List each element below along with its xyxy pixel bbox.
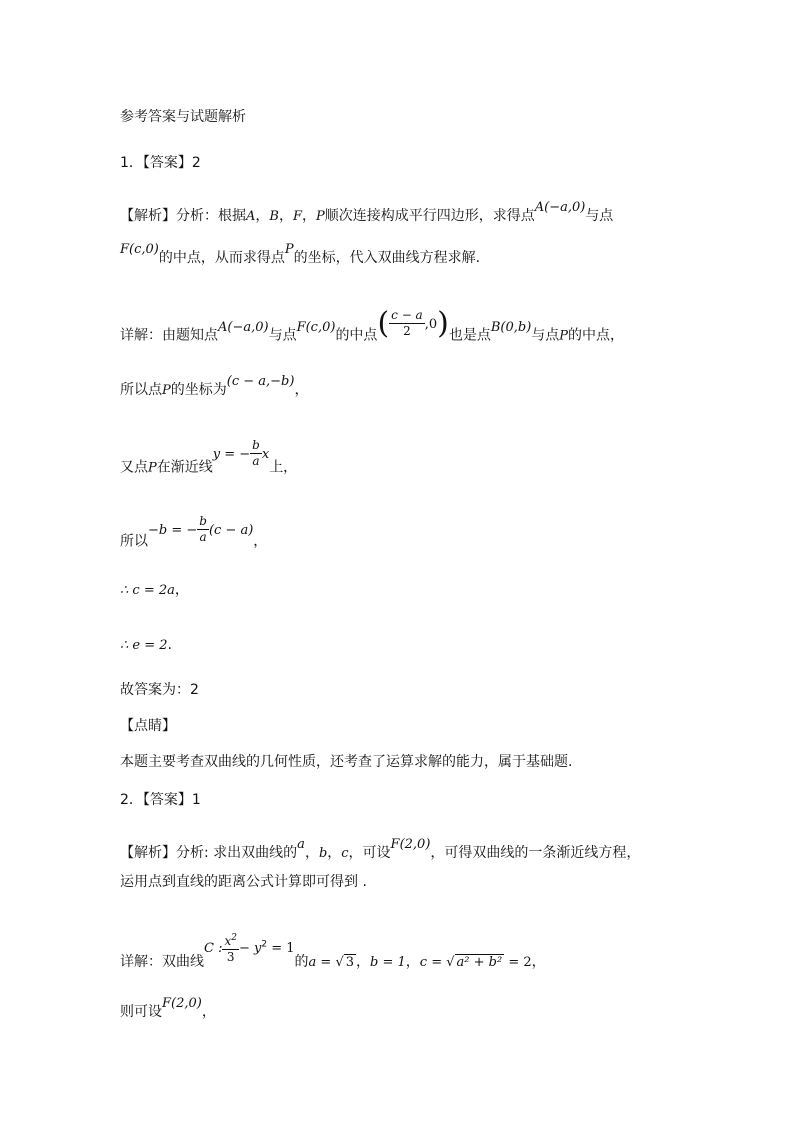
- midpoint-expression: ( $\frac{c - a}{2}$ ,0): [377, 305, 449, 341]
- q1-analysis-line2: F(c,0)的中点，从而求得点P的坐标，代入双曲线方程求解.: [120, 242, 481, 266]
- q2-detail-line: 详解：双曲线C : $\frac{x^2}{3}$ − $y^2 = 1$的a = √ 3 ，b = 1，c = √ a² + b² = 2，: [120, 933, 546, 970]
- q1-answer: 1．【答案】2: [120, 155, 201, 171]
- math-point-A: A(−a,0): [534, 200, 586, 215]
- math-point-F: F(c,0): [120, 242, 159, 257]
- q1-analysis-line1: 【解析】分析：根据A，B，F，P顺次连接构成平行四边形，求得点A(−a,0)与点: [120, 200, 614, 224]
- q2-analysis-line2: 运用点到直线的距离公式计算即可得到 .: [120, 874, 367, 890]
- math-point-F2: F(2,0): [390, 837, 431, 852]
- page-title: 参考答案与试题解析: [120, 109, 246, 125]
- q2-then-line: 则可设F(2,0)，: [120, 996, 216, 1020]
- q1-comment-label: 【点睛】: [120, 718, 176, 734]
- q2-analysis-line1: 【解析】分析: 求出双曲线的a，b，c，可设F(2,0)，可得双曲线的一条渐近线方程，: [120, 837, 641, 861]
- analysis-label: 【解析】: [120, 208, 176, 224]
- math-point-B: B(0,b): [490, 319, 532, 335]
- hyperbola-equation: C : $\frac{x^2}{3}$ − $y^2 = 1$: [204, 933, 295, 964]
- q2-answer: 2．【答案】1: [120, 792, 201, 808]
- q1-final-answer: 故答案为：2: [120, 682, 199, 698]
- q1-substitution-line: 所以−b = − $\frac{b}{a}$ (c − a)，: [120, 514, 268, 550]
- q1-asymptote-line: 又点P在渐近线y = − $\frac{b}{a}$ x上，: [120, 438, 298, 476]
- q1-comment: 本题主要考查双曲线的几何性质，还考查了运算求解的能力，属于基础题.: [120, 754, 573, 770]
- substitution-equation: −b = − $\frac{b}{a}$ (c − a): [148, 514, 254, 544]
- q1-therefore-e: ∴ e = 2.: [120, 637, 172, 653]
- q1-detail-line: 详解：由题知点A(−a,0)与点F(c,0)的中点( $\frac{c - a}{2}$ ,0)也是点B(0,b)与点P的中点，: [120, 305, 625, 344]
- q1-therefore-c: ∴ c = 2a，: [120, 582, 189, 598]
- q1-coordinate-line: 所以点P的坐标为(c − a,−b)，: [120, 374, 309, 398]
- asymptote-equation: y = − $\frac{b}{a}$ x: [212, 438, 270, 468]
